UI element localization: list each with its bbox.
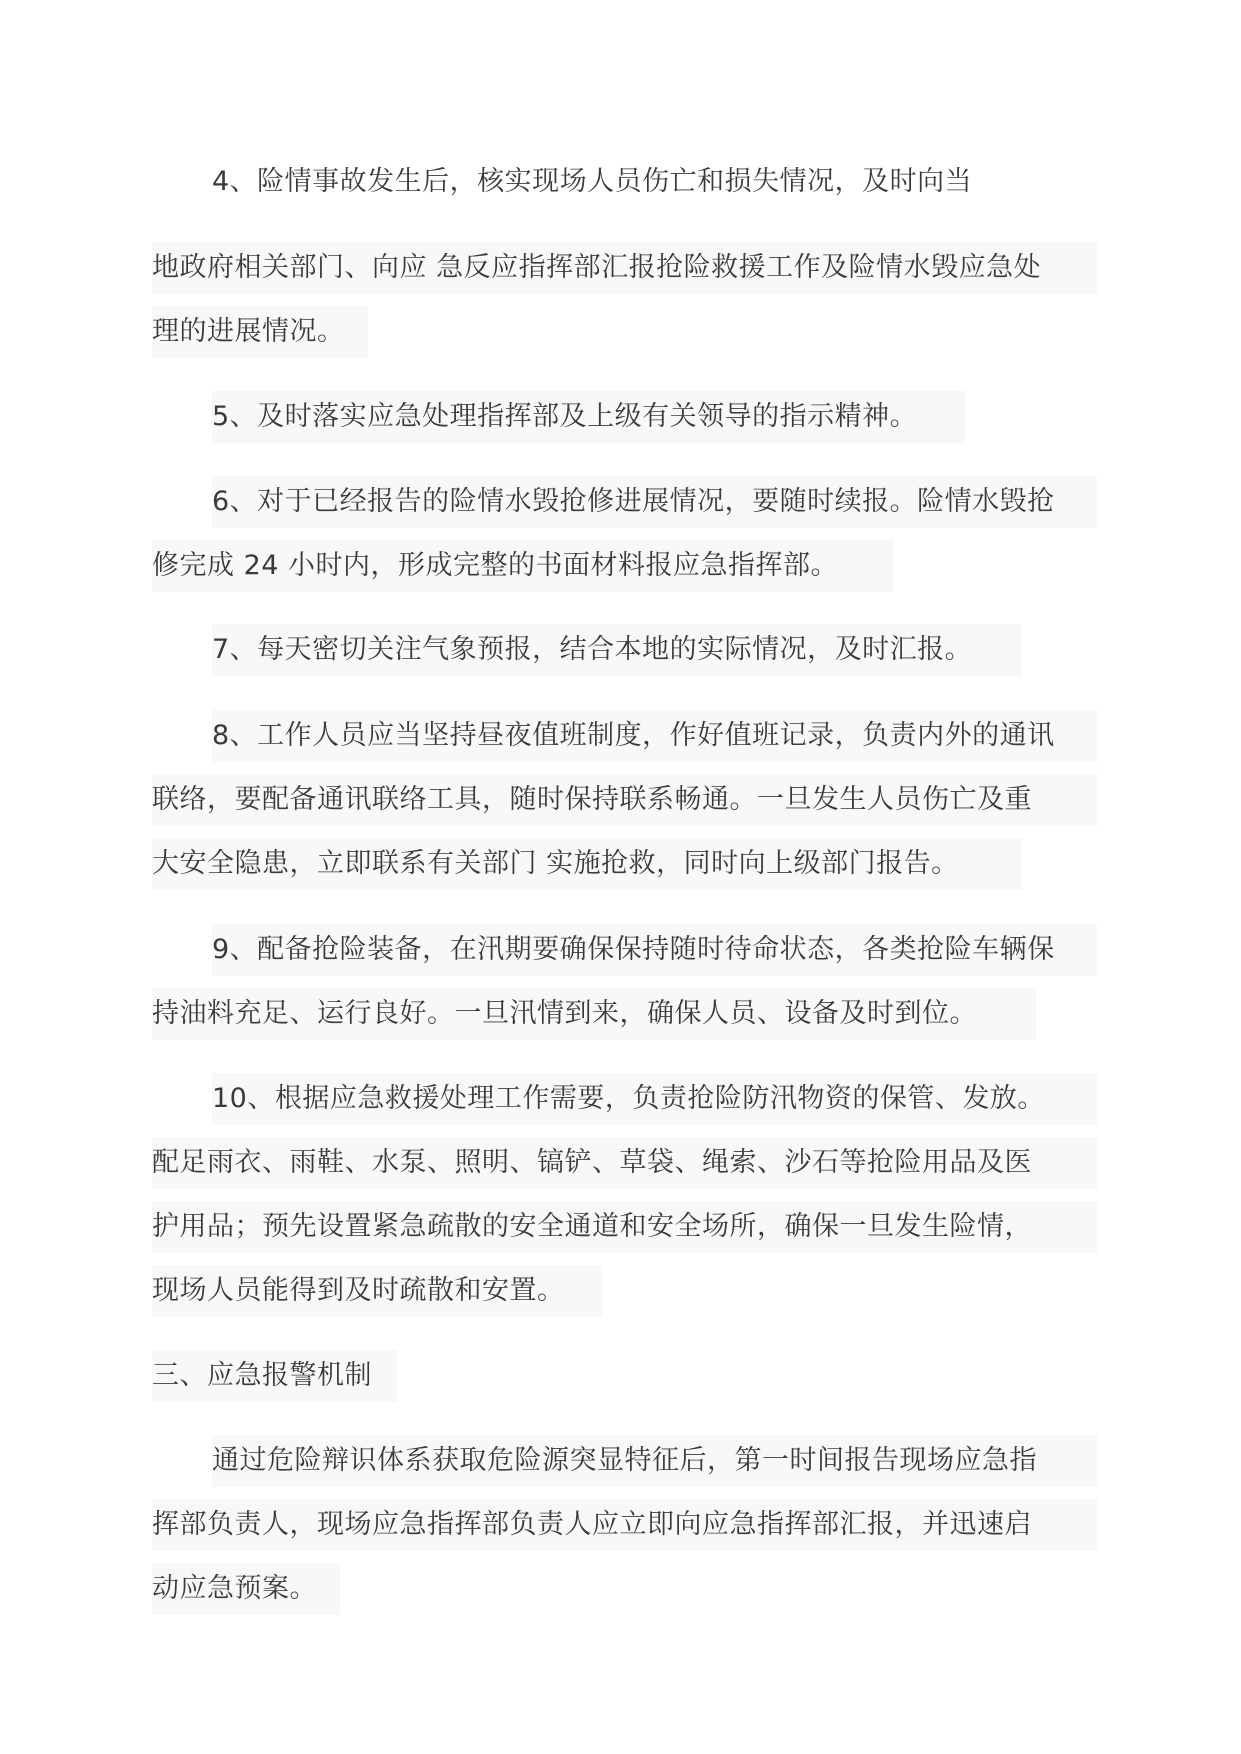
closing-paragraph-line-2: 挥部负责人，现场应急指挥部负责人应立即向应急指挥部汇报，并迅速启 — [152, 1499, 1097, 1551]
paragraph-8-line-2: 联络，要配备通讯联络工具，随时保持联系畅通。一旦发生人员伤亡及重 — [152, 774, 1097, 826]
paragraph-10-line-4: 现场人员能得到及时疏散和安置。 — [152, 1265, 602, 1317]
closing-paragraph-line-1: 通过危险辩识体系获取危险源突显特征后，第一时间报告现场应急指 — [212, 1435, 1097, 1487]
paragraph-4-line-1: 4、险情事故发生后，核实现场人员伤亡和损失情况，及时向当 — [212, 166, 973, 197]
closing-paragraph-line-3: 动应急预案。 — [152, 1563, 340, 1615]
paragraph-5-line-1: 5、及时落实应急处理指挥部及上级有关领导的指示精神。 — [212, 391, 966, 443]
paragraph-4-line-3: 理的进展情况。 — [152, 306, 368, 358]
section-heading: 三、应急报警机制 — [152, 1350, 397, 1402]
paragraph-7-line-1: 7、每天密切关注气象预报，结合本地的实际情况，及时汇报。 — [212, 624, 1022, 676]
paragraph-8-line-1: 8、工作人员应当坚持昼夜值班制度，作好值班记录，负责内外的通讯 — [212, 710, 1097, 762]
paragraph-6-line-1: 6、对于已经报告的险情水毁抢修进展情况，要随时续报。险情水毁抢 — [212, 476, 1097, 528]
paragraph-10-line-2: 配足雨衣、雨鞋、水泵、照明、镐铲、草袋、绳索、沙石等抢险用品及医 — [152, 1137, 1097, 1189]
paragraph-9-line-2: 持油料充足、运行良好。一旦汛情到来，确保人员、设备及时到位。 — [152, 988, 1036, 1040]
paragraph-8-line-3: 大安全隐患，立即联系有关部门 实施抢救，同时向上级部门报告。 — [152, 838, 1022, 890]
paragraph-4-line-2: 地政府相关部门、向应 急反应指挥部汇报抢险救援工作及险情水毁应急处 — [152, 242, 1097, 294]
paragraph-6-line-2: 修完成 24 小时内，形成完整的书面材料报应急指挥部。 — [152, 540, 894, 592]
paragraph-10-line-1: 10、根据应急救援处理工作需要，负责抢险防汛物资的保管、发放。 — [212, 1073, 1097, 1125]
paragraph-9-line-1: 9、配备抢险装备，在汛期要确保保持随时待命状态，各类抢险车辆保 — [212, 924, 1097, 976]
paragraph-10-line-3: 护用品；预先设置紧急疏散的安全通道和安全场所，确保一旦发生险情， — [152, 1201, 1097, 1253]
